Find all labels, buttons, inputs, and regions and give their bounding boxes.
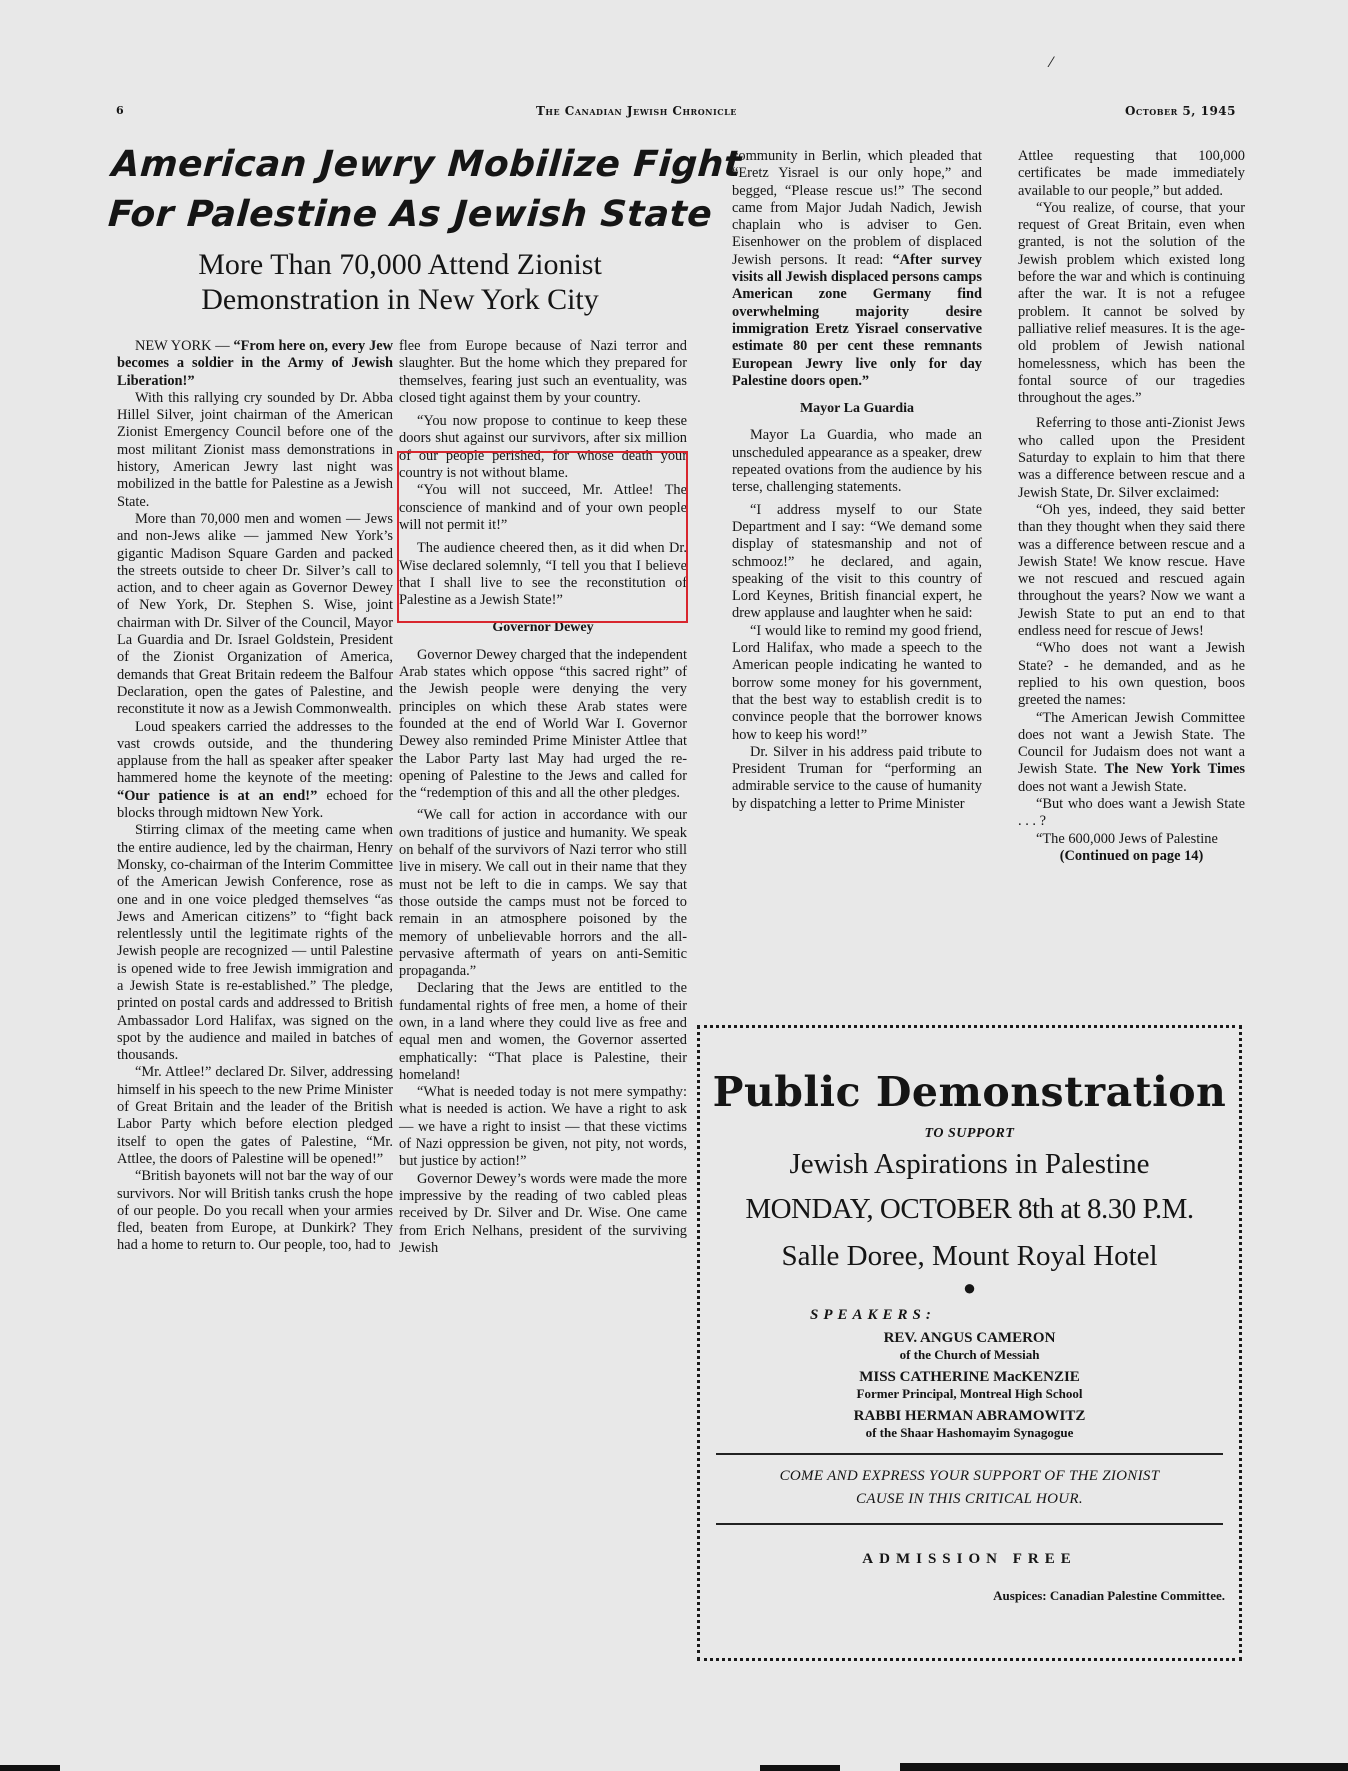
article-column-4 xyxy=(1018,148,1245,865)
ad-admission: ADMISSION FREE xyxy=(862,1551,1077,1567)
paragraph xyxy=(1018,710,1245,796)
article-column-2 xyxy=(399,338,687,1257)
section-heading-governor-dewey: Governor Dewey xyxy=(492,620,594,636)
paragraph: Governor Dewey’s words were made the more impressive by the reading of two cabled pleas received by Dr. Silver and Dr. Wise. One came from Erich Nelhans, president of the surviving Jewish xyxy=(399,1170,687,1256)
headline-line-1: American Jewry Mobilize Fight xyxy=(110,144,744,185)
scan-artifact xyxy=(760,1765,840,1771)
paragraph: “Oh yes, indeed, they said better than they thought when they said there was a difference between rescue and a Jewish State! We know rescue. Have we not rescued and rescued again throughout the years? Now we want a Jewish State to put an end to that endless need for rescue of Jews! xyxy=(1018,501,1245,640)
speakers-label: SPEAKERS: xyxy=(810,1307,936,1323)
ad-date-time: MONDAY, OCTOBER 8th at 8.30 P.M. xyxy=(745,1193,1194,1225)
paragraph: Declaring that the Jews are entitled to the fundamental rights of free men, a home of their own, in a land where they could live as free and equal men and women, the Governor asserted emphatically: “That place is Palestine, their homeland! xyxy=(399,980,687,1083)
pen-mark: ⁄ xyxy=(1050,55,1053,71)
paragraph: “British bayonets will not bar the way of our survivors. Nor will British tanks crush the hope of our people. Do you recall when your armies fled, beaten from Europe, at Dunkirk? They had a home to return to. Our people, too, had to xyxy=(117,1168,393,1254)
text-run: echoed for blocks through midtown New York. xyxy=(117,787,394,822)
newspaper-name: The Canadian Jewish Chronicle xyxy=(536,104,737,118)
section-heading-mayor-la-guardia: Mayor La Guardia xyxy=(799,401,915,417)
paragraph: flee from Europe because of Nazi terror and slaughter. But the home which they prepared for themselves, fearing just such an eventuality, was closed tight against them by your country. xyxy=(399,338,687,406)
text-run: does not want a Jewish State. xyxy=(1018,778,1187,795)
ad-title: Public Demonstration xyxy=(712,1068,1227,1116)
ad-venue: Salle Doree, Mount Royal Hotel xyxy=(781,1240,1158,1272)
paragraph: “You realize, of course, that your request of Great Britain, even when granted, is not the solution of the Jewish problem which existed long before the war and which is continuing after the war. It is not a refugee problem. It cannot be solved by palliative relief measures. It is the age-old problem of Jewish national homelessness, which has been the fontal source of our tragedies throughout the ages.” xyxy=(1018,199,1245,407)
highlighted-paragraph: “You will not succeed, Mr. Attlee! The conscience of mankind and of your own people will not permit it!” xyxy=(399,482,687,533)
issue-date: October 5, 1945 xyxy=(1124,104,1236,118)
subhead-line-2: Demonstration in New York City xyxy=(201,283,599,316)
ad-auspices: Auspices: Canadian Palestine Committee. xyxy=(993,1588,1225,1603)
call-line-2: CAUSE IN THIS CRITICAL HOUR. xyxy=(856,1491,1083,1507)
divider xyxy=(716,1453,1223,1455)
text-run: “The American Jewish Committee does not want a Jewish State. The Council for Judaism does not want a Jewish State. xyxy=(1018,709,1245,778)
page-number: 6 xyxy=(116,104,125,117)
speaker-name: RABBI HERMAN ABRAMOWITZ xyxy=(853,1408,1086,1424)
paragraph: “I address myself to our State Department and I say: “We demand some display of statesmanship and not of schmooz!” he declared, and again, speaking of the visit to this country of Lord Keynes, British financial expert, he drew applause and laughter when he said: xyxy=(732,501,982,622)
paragraph: “But who does want a Jewish State . . . ? xyxy=(1018,795,1245,830)
subhead-line-1: More Than 70,000 Attend Zionist xyxy=(198,248,602,281)
paragraph: Dr. Silver in his address paid tribute to President Truman for “performing an admirable service to the cause of humanity by dispatching a letter to Prime Minister xyxy=(732,743,982,812)
paragraph: “Mr. Attlee!” declared Dr. Silver, addressing himself in his speech to the new Prime Minister of Great Britain and the leader of the British Labor Party which before election pledged itself to open the gates of Palestine, “Mr. Attlee, the doors of Palestine will be opened!” xyxy=(117,1064,393,1167)
highlighted-paragraph: “You now propose to continue to keep these doors shut against our survivors, after six million of our people perished, for whose death your country is not without blame. xyxy=(399,413,687,482)
paragraph: Governor Dewey charged that the independent Arab states which oppose “this sacred right” of the Jewish people were denying the very principles on which these Arab states were founded at the end of World War I. Governor Dewey also reminded Prime Minister Attlee that the Labor Party last May had urged the re-opening of Palestine to the Jews and called for the “redemption of this and all the other pledges. xyxy=(399,646,687,802)
continued-notice: (Continued on page 14) xyxy=(1059,847,1204,864)
paragraph: Mayor La Guardia, who made an unscheduled appearance as a speaker, drew repeated ovations from the audience by his terse, challenging statements. xyxy=(732,427,982,496)
article-subhead xyxy=(150,247,650,317)
paragraph: “We call for action in accordance with our own traditions of justice and humanity. We speak on behalf of the survivors of Nazi terror who still live in misery. We call out in their name that they must not be left to die in camps. We say that those outside the camps must not be forced to remain in an atmosphere poisoned by the memory of unbelievable horrors and the all-pervasive aftermath of years on anti-Semitic propaganda.” xyxy=(399,807,687,980)
paragraph xyxy=(117,338,393,390)
speaker-entry xyxy=(700,1330,1239,1363)
paragraph: “What is needed today is not mere sympathy: what is needed is action. We have a right to ask — we have a right to insist — that these victims of Nazi oppression be given, not pity, not words, but justice by action!” xyxy=(399,1084,687,1170)
paragraph: Stirring climax of the meeting came when the entire audience, led by the chairman, Henry Monsky, co-chairman of the Interim Committee of the American Jewish Conference, rose as one and in one voice pledged themselves “as Jews and American citizens” to “fight back relentlessly until the legitimate rights of the Jewish people are recognized — until Palestine is opened wide to free Jewish immigration and a Jewish State is re-established.” The pledge, printed on postal cards and addressed to British Ambassador Lord Halifax, was signed on the spot by the audience and mailed in batches of thousands. xyxy=(117,822,393,1064)
speaker-role: Former Principal, Montreal High School xyxy=(856,1386,1083,1401)
call-line-1: COME AND EXPRESS YOUR SUPPORT OF THE ZIONIST xyxy=(779,1468,1160,1484)
article-column-3 xyxy=(732,148,982,813)
headline-line-2: For Palestine As Jewish State xyxy=(106,194,714,235)
bold-text: The New York Times xyxy=(1104,761,1245,778)
speaker-name: REV. ANGUS CAMERON xyxy=(883,1330,1056,1346)
running-head xyxy=(116,104,1236,124)
divider xyxy=(716,1523,1223,1525)
speaker-entry xyxy=(700,1408,1239,1441)
article-headline xyxy=(106,140,744,240)
article-column-1 xyxy=(117,338,393,1255)
paragraph: “The 600,000 Jews of Palestine xyxy=(1036,830,1218,847)
paragraph: More than 70,000 men and women — Jews and non-Jews alike — jammed New York’s gigantic Madison Square Garden and packed the streets outside to cheer Dr. Silver’s call to action, and to cheer again as Governor Dewey of New York, Dr. Stephen S. Wise, joint chairman with Dr. Silver of the Council, Mayor La Guardia and Dr. Israel Goldstein, President of the Zionist Organization of America, demands that Great Britain redeem the Balfour Declaration, open the gates of Palestine, and reconstitute it now as a Jewish Commonwealth. xyxy=(117,510,393,718)
paragraph xyxy=(117,719,393,823)
scan-artifact xyxy=(0,1765,60,1771)
speaker-role: of the Shaar Hashomayim Synagogue xyxy=(865,1425,1074,1440)
paragraph: With this rallying cry sounded by Dr. Abba Hillel Silver, joint chairman of the American Zionist Emergency Council before one of the most militant Zionist mass demonstrations in history, American Jewry last night was mobilized in the battle for Palestine as a Jewish State. xyxy=(117,389,393,510)
bold-quote: “Our patience is at an end!” xyxy=(117,787,318,804)
bullet-icon: ● xyxy=(962,1275,977,1300)
text-run: community in Berlin, which pleaded that “Eretz Yisrael is our only hope,” and begged, “Please rescue us!” The second came from Major Judah Nadich, Jewish chaplain who is adviser to Gen. Eisenhower on the problem of displaced Jewish persons. It read: xyxy=(732,148,982,268)
paragraph: The audience cheered then, as it did when Dr. Wise declared solemnly, “I tell you that I believe that I shall live to see the reconstitution of Palestine as a Jewish State!” xyxy=(399,540,687,609)
paragraph: “Who does not want a Jewish State? - he demanded, and as he replied to his own question, boos greeted the names: xyxy=(1018,640,1245,709)
speaker-name: MISS CATHERINE MacKENZIE xyxy=(859,1369,1080,1385)
ad-to-support: TO SUPPORT xyxy=(924,1126,1015,1141)
speaker-entry xyxy=(700,1369,1239,1402)
paragraph: “I would like to remind my good friend, Lord Halifax, who made a speech to the American people indicating he wanted to borrow some money for his government, that the best way to establish credit is to convince people that the borrower knows how to keep his word!” xyxy=(732,622,982,743)
paragraph: Attlee requesting that 100,000 certificates be made immediately available to our people,” but added. xyxy=(1018,148,1245,199)
public-demonstration-advertisement xyxy=(697,1025,1242,1661)
text-run: Loud speakers carried the addresses to the vast crowds outside, and the thundering applause from the hall as speaker after speaker hammered home the keynote of the meeting: xyxy=(117,718,393,787)
speaker-role: of the Church of Messiah xyxy=(899,1347,1040,1362)
scan-artifact xyxy=(900,1763,1348,1771)
paragraph: Referring to those anti-Zionist Jews who called upon the President Saturday to explain to him that there was a difference between rescue and a Jewish State, Dr. Silver exclaimed: xyxy=(1018,415,1245,501)
ad-call-to-action xyxy=(700,1465,1239,1511)
bold-cable-quote: “After survey visits all Jewish displaced persons camps American zone Germany find overwhelming majority desire immigration Eretz Yisrael conservative estimate 80 per cent these remnants European Jewry live only for day Palestine doors open.” xyxy=(732,251,982,389)
scan-bottom-edge xyxy=(0,1756,1348,1771)
ad-cause: Jewish Aspirations in Palestine xyxy=(789,1148,1150,1180)
dateline: NEW YORK — xyxy=(135,338,234,354)
paragraph xyxy=(732,148,982,390)
lead-quote: “From here on, every Jew becomes a soldier in the Army of Jewish Liberation!” xyxy=(117,338,393,389)
